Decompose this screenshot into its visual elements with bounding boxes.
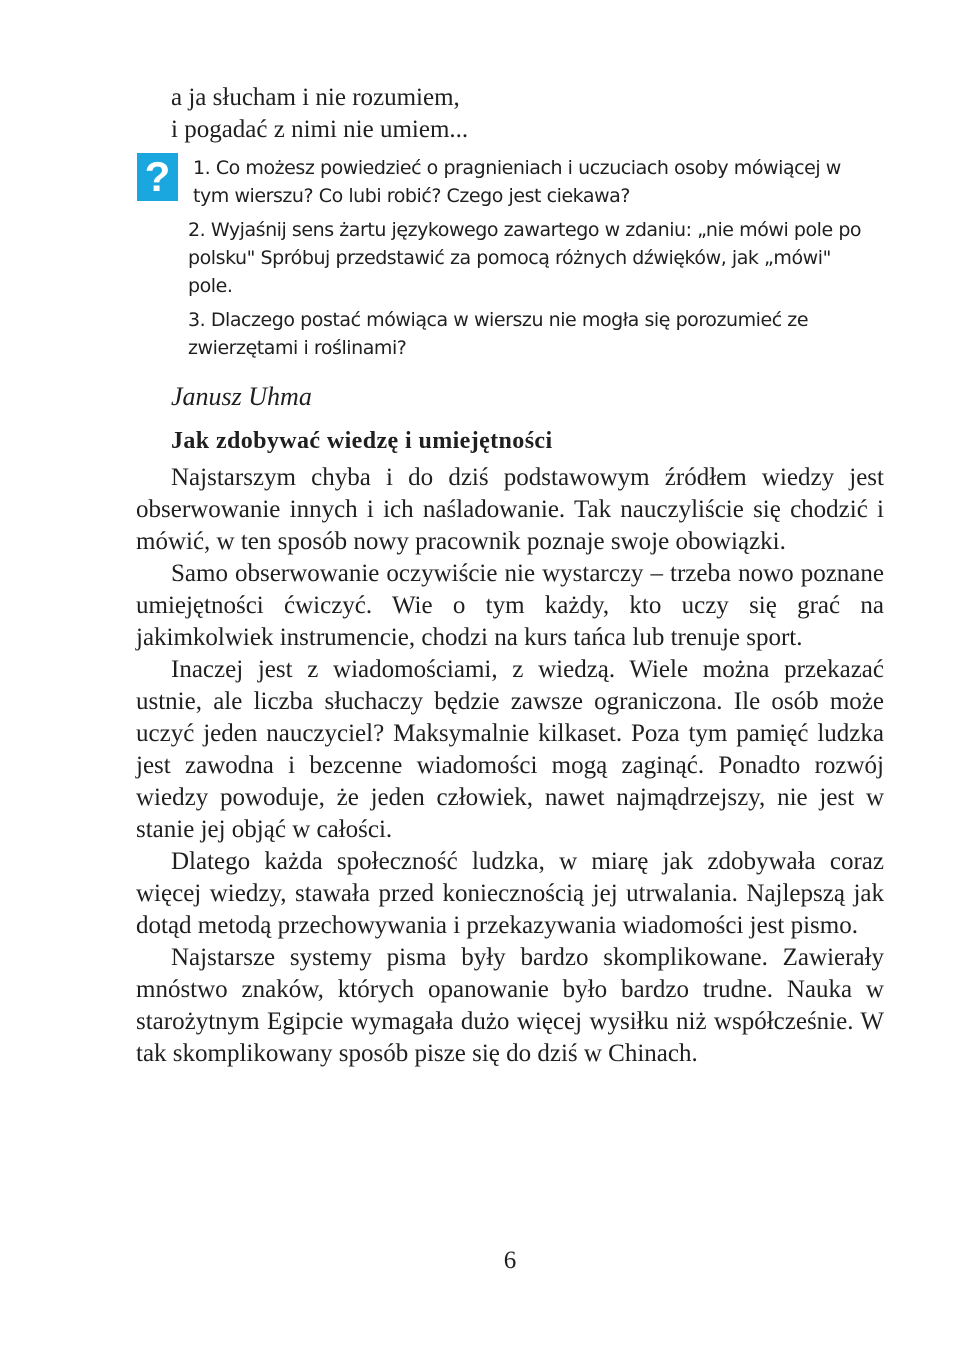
question-item: 2. Wyjaśnij sens żartu językowego zawartego w zdaniu: „nie mówi pole po polsku" Spróbuj przedstawić za pomocą różnych dźwięków, jak „mówi" pole.: [188, 219, 862, 297]
paragraph: Najstarsze systemy pisma były bardzo skomplikowane. Zawierały mnóstwo znaków, których opanowanie było bardzo trudne. Nauka w starożytnym Egipcie wymagała dużo więcej wysiłku niż współcześnie. W tak skomplikowany sposób pisze się do dziś w Chinach.: [136, 944, 884, 1067]
article-body: [136, 462, 884, 1070]
author-name: Janusz Uhma: [171, 382, 312, 411]
page-number: 6: [503, 1247, 517, 1274]
paragraph: Dlatego każda społeczność ludzka, w miarę jak zdobywała coraz więcej wiedzy, stawała przed koniecznością jej utrwalania. Najlepszą jak dotąd metodą przechowywania i przekazywania wiadomości jest pismo.: [136, 848, 884, 939]
poem-line: a ja słucham i nie rozumiem,: [171, 84, 460, 111]
paragraph: Inaczej jest z wiadomościami, z wiedzą. Wiele można przekazać ustnie, ale liczba słuchaczy będzie zawsze ograniczona. Ile osób może uczyć jeden nauczyciel? Maksymalnie kilkaset. Poza tym pamięć ludzka jest zawodna i bezcenne wiadomości mogą zaginąć. Ponadto rozwój wiedzy powoduje, że jeden człowiek, nawet najmądrzejszy, nie jest w stanie jej objąć w całości.: [136, 656, 884, 843]
article-title: Jak zdobywać wiedzę i umiejętności: [171, 428, 553, 454]
poem-fragment: [171, 82, 468, 146]
question-mark-icon: ?: [137, 153, 178, 201]
questions-list: [188, 154, 878, 368]
question-item: 3. Dlaczego postać mówiąca w wierszu nie mogła się porozumieć ze zwierzętami i roślinami?: [188, 309, 809, 359]
paragraph: Najstarszym chyba i do dziś podstawowym źródłem wiedzy jest obserwowanie innych i ich naśladowanie. Tak nauczyliście się chodzić i mówić, w ten sposób nowy pracownik poznaje swoje obowiązki.: [136, 464, 884, 555]
poem-line: i pogadać z nimi nie umiem...: [171, 116, 469, 143]
paragraph: Samo obserwowanie oczywiście nie wystarczy – trzeba nowo poznane umiejętności ćwiczyć. Wie o tym każdy, kto uczy się grać na jakimkolwiek instrumencie, chodzi na kurs tańca lub trenuje sport.: [136, 560, 884, 651]
question-item: 1. Co możesz powiedzieć o pragnieniach i uczuciach osoby mówiącej w tym wierszu? Co lubi robić? Czego jest ciekawa?: [193, 157, 841, 207]
